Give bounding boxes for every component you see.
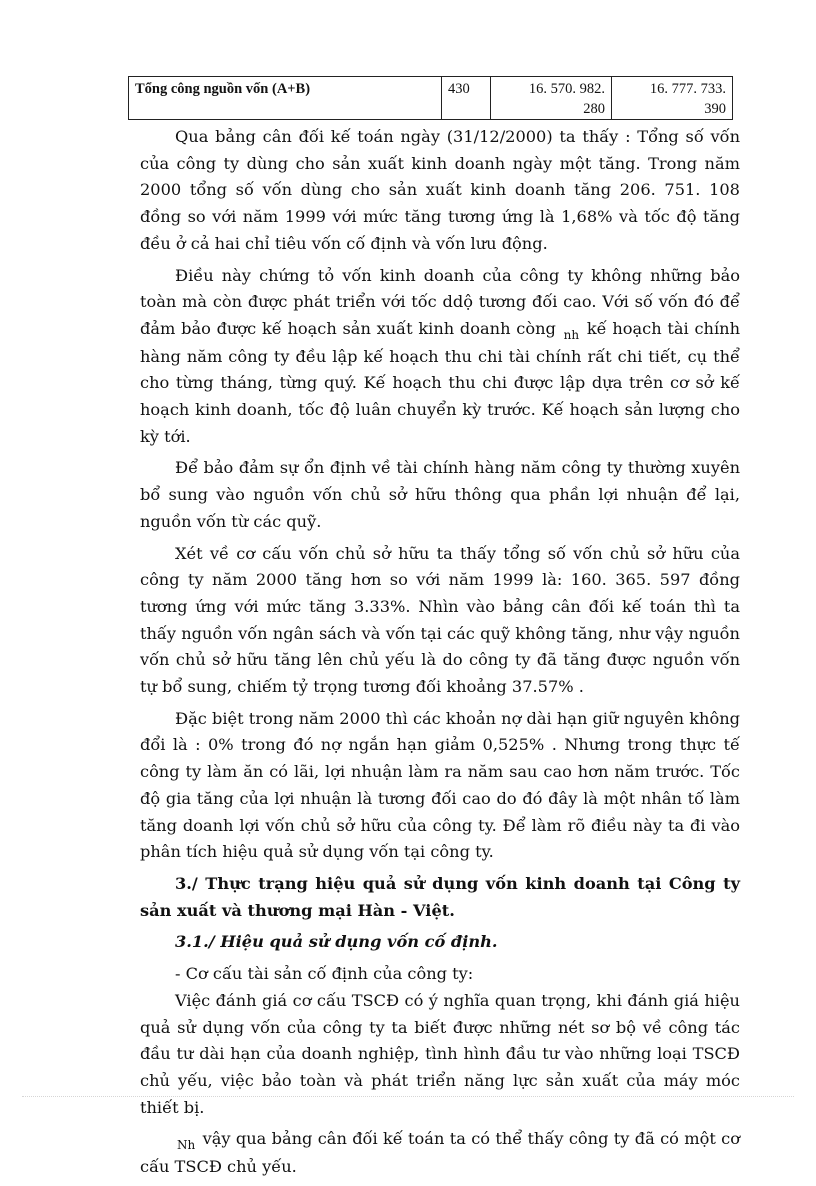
body-text: [140, 124, 740, 1186]
capital-summary-table: [128, 76, 733, 120]
paragraph-2-start: Điều này chứng tỏ vốn kinh doanh của công ty không những bảo toàn mà còn được phát triển với tốc ddộ tương đối cao. Với số vốn đó để đảm bảo được kế hoạch sản xuất kinh doanh còng: [140, 265, 740, 338]
paragraph-total-capital: Qua bảng cân đối kế toán ngày (31/12/2000) ta thấy : Tổng số vốn của công ty dùng cho sản xuất kinh doanh ngày một tăng. Trong năm 2000 tổng số vốn dùng cho sản xuất kinh doanh tăng 206. 751. 108 đồng so với năm 1999 với mức tăng tương ứng là 1,68% và tốc độ tăng đều ở cả hai chỉ tiêu vốn cố định và vốn lưu động.: [140, 127, 740, 253]
text-fragment: Nh: [177, 1138, 196, 1153]
value-2000-part1: 16. 570. 982.: [528, 81, 605, 97]
bullet-fixed-asset-structure: - Cơ cấu tài sản cố định của công ty:: [175, 964, 474, 984]
row-code: 430: [442, 77, 491, 120]
paragraph-2-end: kế hoạch tài chính hàng năm công ty đều lập kế hoạch thu chi tài chính rất chi tiết, cụ thể cho từng tháng, từng quý. Kế hoạch thu chi được lập dựa trên cơ sở kế hoạch kinh doanh, tốc độ luân chuyển kỳ trước. Kế hoạch sản lượng cho kỳ tới.: [140, 318, 740, 446]
footer-divider: [22, 1096, 794, 1097]
value-2000-cell: [491, 77, 612, 120]
value-1999-cell: [612, 77, 733, 120]
paragraph-equity-structure: Xét về cơ cấu vốn chủ sở hữu ta thấy tổng số vốn chủ sở hữu của công ty năm 2000 tăng hơn so với năm 1999 là: 160. 365. 597 đồng tương ứng với mức tăng 3.33%. Nhìn vào bảng cân đối kế toán thì ta thấy nguồn vốn ngân sách và vốn tại các quỹ không tăng, như vậy nguồn vốn chủ sở hữu tăng lên chủ yếu là do công ty đã tăng được nguồn vốn tự bổ sung, chiếm tỷ trọng tương đối khoảng 37.57% .: [140, 543, 740, 697]
paragraph-debt: Đặc biệt trong năm 2000 thì các khoản nợ dài hạn giữ nguyên không đổi là : 0% trong đó nợ ngắn hạn giảm 0,525% . Nhưng trong thực tế công ty làm ăn có lãi, lợi nhuận làm ra năm sau cao hơn năm trước. Tốc độ gia tăng của lợi nhuận là tương đối cao do đó đây là một nhân tố làm tăng doanh lợi vốn chủ sở hữu của công ty. Để làm rõ điều này ta đi vào phân tích hiệu quả sử dụng vốn tại công ty.: [140, 708, 740, 862]
text-fragment: nh: [563, 327, 580, 342]
value-1999-part1: 16. 777. 733.: [649, 81, 726, 97]
table-row: [129, 77, 733, 120]
paragraph-conclusion-text: vậy qua bảng cân đối kế toán ta có thể thấy công ty đã có một cơ cấu TSCĐ chủ yếu.: [140, 1129, 740, 1177]
section-heading-3: 3./ Thực trạng hiệu quả sử dụng vốn kinh doanh tại Công ty sản xuất và thương mại Hàn - Việt.: [140, 873, 740, 920]
paragraph-capital-preservation: [140, 263, 740, 451]
paragraph-financial-stability: Để bảo đảm sự ổn định về tài chính hàng năm công ty thường xuyên bổ sung vào nguồn vốn chủ sở hữu thông qua phần lợi nhuận để lại, nguồn vốn từ các quỹ.: [140, 458, 740, 531]
paragraph-conclusion: [140, 1126, 740, 1180]
row-label: Tổng công nguồn vốn (A+B): [129, 77, 442, 120]
value-2000-part2: 280: [583, 101, 605, 117]
value-1999-part2: 390: [704, 101, 726, 117]
section-heading-3-1: 3.1./ Hiệu quả sử dụng vốn cố định.: [175, 932, 498, 952]
paragraph-fixed-asset-evaluation: Việc đánh giá cơ cấu TSCĐ có ý nghĩa quan trọng, khi đánh giá hiệu quả sử dụng vốn của công ty ta biết được những nét sơ bộ về công tác đầu tư dài hạn của doanh nghiệp, tình hình đầu tư vào những loại TSCĐ chủ yếu, việc bảo toàn và phát triển năng lực sản xuất của máy móc thiết bị.: [140, 990, 740, 1117]
